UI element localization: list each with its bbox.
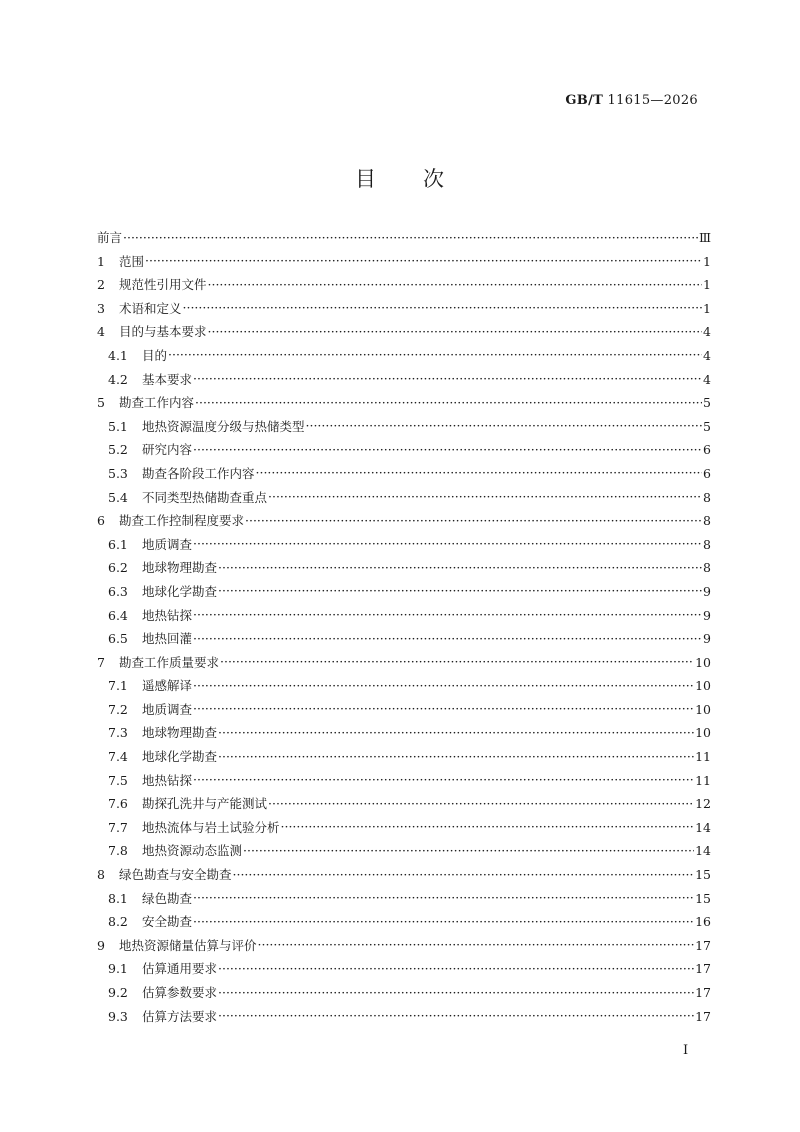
toc-entry-label: 估算通用要求 bbox=[142, 961, 218, 977]
toc-entry-number: 2 bbox=[97, 277, 105, 293]
toc-entry-label: 基本要求 bbox=[142, 371, 193, 387]
toc-leader-dots bbox=[208, 277, 703, 290]
toc-entry-number: 7 bbox=[97, 654, 105, 670]
toc-leader-dots bbox=[193, 701, 694, 714]
toc-leader-dots bbox=[193, 772, 694, 785]
toc-entry-page: 17 bbox=[695, 985, 711, 1000]
toc-entry[interactable] bbox=[97, 228, 711, 252]
toc-entry-number: 7.8 bbox=[108, 843, 128, 859]
toc-entry-label: 地球化学勘查 bbox=[142, 583, 218, 599]
toc-entry-page: Ⅲ bbox=[698, 230, 711, 245]
toc-entry-label: 勘查工作控制程度要求 bbox=[119, 513, 245, 529]
toc-leader-dots bbox=[258, 937, 695, 950]
toc-leader-dots bbox=[193, 678, 694, 691]
toc-leader-dots bbox=[168, 347, 702, 360]
toc-entry-page: 6 bbox=[703, 442, 711, 458]
toc-leader-dots bbox=[268, 489, 702, 502]
toc-entry-label: 不同类型热储勘查重点 bbox=[142, 489, 268, 505]
toc-entry-number: 6.1 bbox=[108, 536, 128, 552]
toc-entry-label: 研究内容 bbox=[142, 442, 193, 458]
toc-entry-page: 14 bbox=[695, 843, 711, 859]
toc-entry[interactable] bbox=[97, 1007, 711, 1031]
toc-entry-number: 8.2 bbox=[108, 914, 128, 930]
toc-entry-number: 5.1 bbox=[108, 418, 128, 434]
toc-entry-label: 估算参数要求 bbox=[142, 985, 218, 1000]
toc-leader-dots bbox=[195, 395, 702, 408]
toc-entry-number: 5.2 bbox=[108, 442, 128, 458]
table-of-contents bbox=[97, 228, 711, 1030]
toc-entry-label: 目的 bbox=[142, 347, 168, 363]
toc-entry[interactable] bbox=[97, 252, 711, 276]
toc-entry-page: 10 bbox=[695, 678, 711, 694]
toc-entry-page: 10 bbox=[695, 725, 711, 741]
page-number: I bbox=[683, 1043, 689, 1058]
toc-leader-dots bbox=[193, 371, 702, 384]
toc-entry[interactable] bbox=[97, 275, 711, 299]
toc-entry[interactable] bbox=[97, 346, 711, 370]
toc-entry[interactable] bbox=[97, 606, 711, 630]
toc-entry-page: 5 bbox=[703, 395, 711, 411]
toc-entry-number: 5 bbox=[97, 395, 105, 411]
toc-entry[interactable] bbox=[97, 983, 711, 1007]
toc-entry[interactable] bbox=[97, 629, 711, 653]
toc-entry-label: 勘查各阶段工作内容 bbox=[142, 465, 255, 481]
toc-entry-number: 7.4 bbox=[108, 749, 128, 765]
toc-entry[interactable] bbox=[97, 322, 711, 346]
toc-entry[interactable] bbox=[97, 464, 711, 488]
toc-entry-label: 估算方法要求 bbox=[142, 1008, 218, 1024]
toc-entry-number: 6.5 bbox=[108, 631, 128, 647]
toc-entry[interactable] bbox=[97, 818, 711, 842]
toc-entry-number: 8.1 bbox=[108, 890, 128, 906]
toc-entry-label: 规范性引用文件 bbox=[119, 277, 207, 293]
page-title bbox=[0, 163, 800, 193]
toc-entry[interactable] bbox=[97, 511, 711, 535]
toc-entry-page: 12 bbox=[695, 796, 711, 812]
toc-entry[interactable] bbox=[97, 889, 711, 913]
toc-entry-page: 15 bbox=[695, 867, 711, 883]
toc-entry[interactable] bbox=[97, 582, 711, 606]
toc-entry-page: 1 bbox=[703, 300, 711, 316]
toc-entry[interactable] bbox=[97, 723, 711, 747]
toc-entry-page: 8 bbox=[703, 489, 711, 505]
toc-leader-dots bbox=[193, 536, 702, 549]
toc-entry-label: 安全勘查 bbox=[142, 914, 193, 930]
toc-leader-dots bbox=[243, 843, 694, 856]
toc-entry-number: 9.1 bbox=[108, 961, 128, 977]
toc-entry-label: 地球物理勘查 bbox=[142, 725, 218, 741]
standard-number: 11615—2026 bbox=[607, 93, 698, 108]
toc-entry[interactable] bbox=[97, 393, 711, 417]
toc-entry-label: 地热资源储量估算与评价 bbox=[119, 937, 257, 953]
toc-entry-page: 1 bbox=[703, 253, 711, 269]
toc-leader-dots bbox=[145, 253, 702, 266]
toc-entry-number: 6.2 bbox=[108, 560, 128, 576]
toc-leader-dots bbox=[218, 961, 694, 974]
toc-entry-number: 9.2 bbox=[108, 985, 128, 1000]
standard-prefix: GB/T bbox=[565, 93, 604, 108]
toc-entry[interactable] bbox=[97, 771, 711, 795]
toc-entry-number: 1 bbox=[97, 253, 105, 269]
toc-entry[interactable] bbox=[97, 558, 711, 582]
toc-entry-page: 9 bbox=[703, 607, 711, 623]
toc-entry-label: 地热资源温度分级与热储类型 bbox=[142, 418, 305, 434]
toc-entry-page: 8 bbox=[703, 513, 711, 529]
toc-leader-dots bbox=[208, 324, 703, 337]
toc-entry-page: 10 bbox=[695, 701, 711, 717]
toc-leader-dots bbox=[306, 418, 703, 431]
toc-entry-page: 10 bbox=[695, 654, 711, 670]
toc-leader-dots bbox=[218, 725, 694, 738]
title-char-1: 目 bbox=[355, 167, 377, 191]
toc-entry-number: 5.3 bbox=[108, 465, 128, 481]
toc-entry[interactable] bbox=[97, 747, 711, 771]
toc-entry-label: 术语和定义 bbox=[119, 300, 182, 316]
toc-entry-number: 7.5 bbox=[108, 772, 128, 788]
toc-entry[interactable] bbox=[97, 417, 711, 441]
toc-entry-page: 9 bbox=[703, 631, 711, 647]
toc-entry-label: 地热钻探 bbox=[142, 772, 193, 788]
toc-entry-page: 17 bbox=[695, 937, 711, 953]
toc-entry-page: 14 bbox=[695, 819, 711, 835]
toc-entry-number: 7.2 bbox=[108, 701, 128, 717]
toc-entry[interactable] bbox=[97, 370, 711, 394]
toc-leader-dots bbox=[218, 749, 694, 762]
toc-entry-label: 地热流体与岩土试验分析 bbox=[142, 819, 280, 835]
toc-entry[interactable] bbox=[97, 959, 711, 983]
toc-entry-number: 4.1 bbox=[108, 347, 128, 363]
toc-entry-label: 遥感解译 bbox=[142, 678, 193, 694]
toc-entry-page: 11 bbox=[695, 772, 711, 788]
toc-entry[interactable] bbox=[97, 488, 711, 512]
toc-entry-label: 目的与基本要求 bbox=[119, 324, 207, 340]
toc-leader-dots bbox=[220, 654, 694, 667]
toc-entry[interactable] bbox=[97, 440, 711, 464]
toc-entry-label: 勘探孔洗井与产能测试 bbox=[142, 796, 268, 812]
toc-entry-number: 4 bbox=[97, 324, 105, 340]
toc-leader-dots bbox=[183, 300, 703, 313]
toc-entry-page: 9 bbox=[703, 583, 711, 599]
toc-entry-page: 17 bbox=[695, 961, 711, 977]
toc-leader-dots bbox=[193, 607, 702, 620]
toc-entry[interactable] bbox=[97, 700, 711, 724]
toc-entry[interactable] bbox=[97, 912, 711, 936]
toc-entry-page: 5 bbox=[703, 418, 711, 434]
toc-leader-dots bbox=[218, 560, 702, 573]
toc-leader-dots bbox=[233, 867, 695, 880]
toc-entry-page: 11 bbox=[695, 749, 711, 765]
toc-leader-dots bbox=[218, 985, 694, 998]
toc-entry-page: 17 bbox=[695, 1008, 711, 1024]
title-char-2: 次 bbox=[423, 167, 445, 191]
toc-entry[interactable] bbox=[97, 653, 711, 677]
toc-entry-label: 范围 bbox=[119, 253, 145, 269]
toc-entry-number: 7.6 bbox=[108, 796, 128, 812]
toc-entry-number: 4.2 bbox=[108, 371, 128, 387]
toc-entry-label: 绿色勘查 bbox=[142, 890, 193, 906]
toc-entry-number: 3 bbox=[97, 300, 105, 316]
toc-entry-number: 5.4 bbox=[108, 489, 128, 505]
toc-entry-label: 地热钻探 bbox=[142, 607, 193, 623]
toc-leader-dots bbox=[193, 631, 702, 644]
toc-entry-number: 7.1 bbox=[108, 678, 128, 694]
toc-leader-dots bbox=[218, 583, 702, 596]
toc-entry-page: 15 bbox=[695, 890, 711, 906]
toc-entry[interactable] bbox=[97, 841, 711, 865]
toc-entry-label: 地质调查 bbox=[142, 701, 193, 717]
toc-entry-label: 勘查工作质量要求 bbox=[119, 654, 220, 670]
toc-leader-dots bbox=[218, 1008, 694, 1021]
toc-entry-label: 地质调查 bbox=[142, 536, 193, 552]
toc-entry-page: 6 bbox=[703, 465, 711, 481]
toc-leader-dots bbox=[193, 914, 694, 927]
toc-entry-number: 6.3 bbox=[108, 583, 128, 599]
toc-entry-page: 8 bbox=[703, 536, 711, 552]
toc-entry[interactable] bbox=[97, 794, 711, 818]
toc-entry[interactable] bbox=[97, 299, 711, 323]
toc-entry-page: 1 bbox=[703, 277, 711, 293]
toc-entry-label: 绿色勘查与安全勘查 bbox=[119, 867, 232, 883]
toc-entry-label: 前言 bbox=[97, 230, 123, 245]
toc-entry-number: 9 bbox=[97, 937, 105, 953]
toc-entry-label: 地球物理勘查 bbox=[142, 560, 218, 576]
toc-leader-dots bbox=[281, 819, 695, 832]
toc-entry-number: 7.7 bbox=[108, 819, 128, 835]
toc-entry-page: 16 bbox=[695, 914, 711, 930]
toc-leader-dots bbox=[268, 796, 694, 809]
standard-code bbox=[565, 93, 698, 108]
toc-entry-page: 4 bbox=[703, 347, 711, 363]
toc-entry-number: 8 bbox=[97, 867, 105, 883]
toc-leader-dots bbox=[193, 890, 694, 903]
toc-entry-number: 6 bbox=[97, 513, 105, 529]
toc-leader-dots bbox=[193, 442, 702, 455]
toc-entry-label: 地热资源动态监测 bbox=[142, 843, 243, 859]
toc-entry-number: 9.3 bbox=[108, 1008, 128, 1024]
toc-entry-number: 7.3 bbox=[108, 725, 128, 741]
toc-leader-dots bbox=[245, 513, 702, 526]
toc-entry-label: 地热回灌 bbox=[142, 631, 193, 647]
toc-entry-page: 4 bbox=[703, 324, 711, 340]
toc-entry-label: 地球化学勘查 bbox=[142, 749, 218, 765]
toc-entry-page: 8 bbox=[703, 560, 711, 576]
toc-leader-dots bbox=[256, 465, 703, 478]
toc-entry-page: 4 bbox=[703, 371, 711, 387]
toc-leader-dots bbox=[123, 230, 698, 243]
toc-entry[interactable] bbox=[97, 676, 711, 700]
toc-entry[interactable] bbox=[97, 865, 711, 889]
toc-entry-number: 6.4 bbox=[108, 607, 128, 623]
toc-entry[interactable] bbox=[97, 936, 711, 960]
toc-entry[interactable] bbox=[97, 535, 711, 559]
toc-entry-label: 勘查工作内容 bbox=[119, 395, 195, 411]
